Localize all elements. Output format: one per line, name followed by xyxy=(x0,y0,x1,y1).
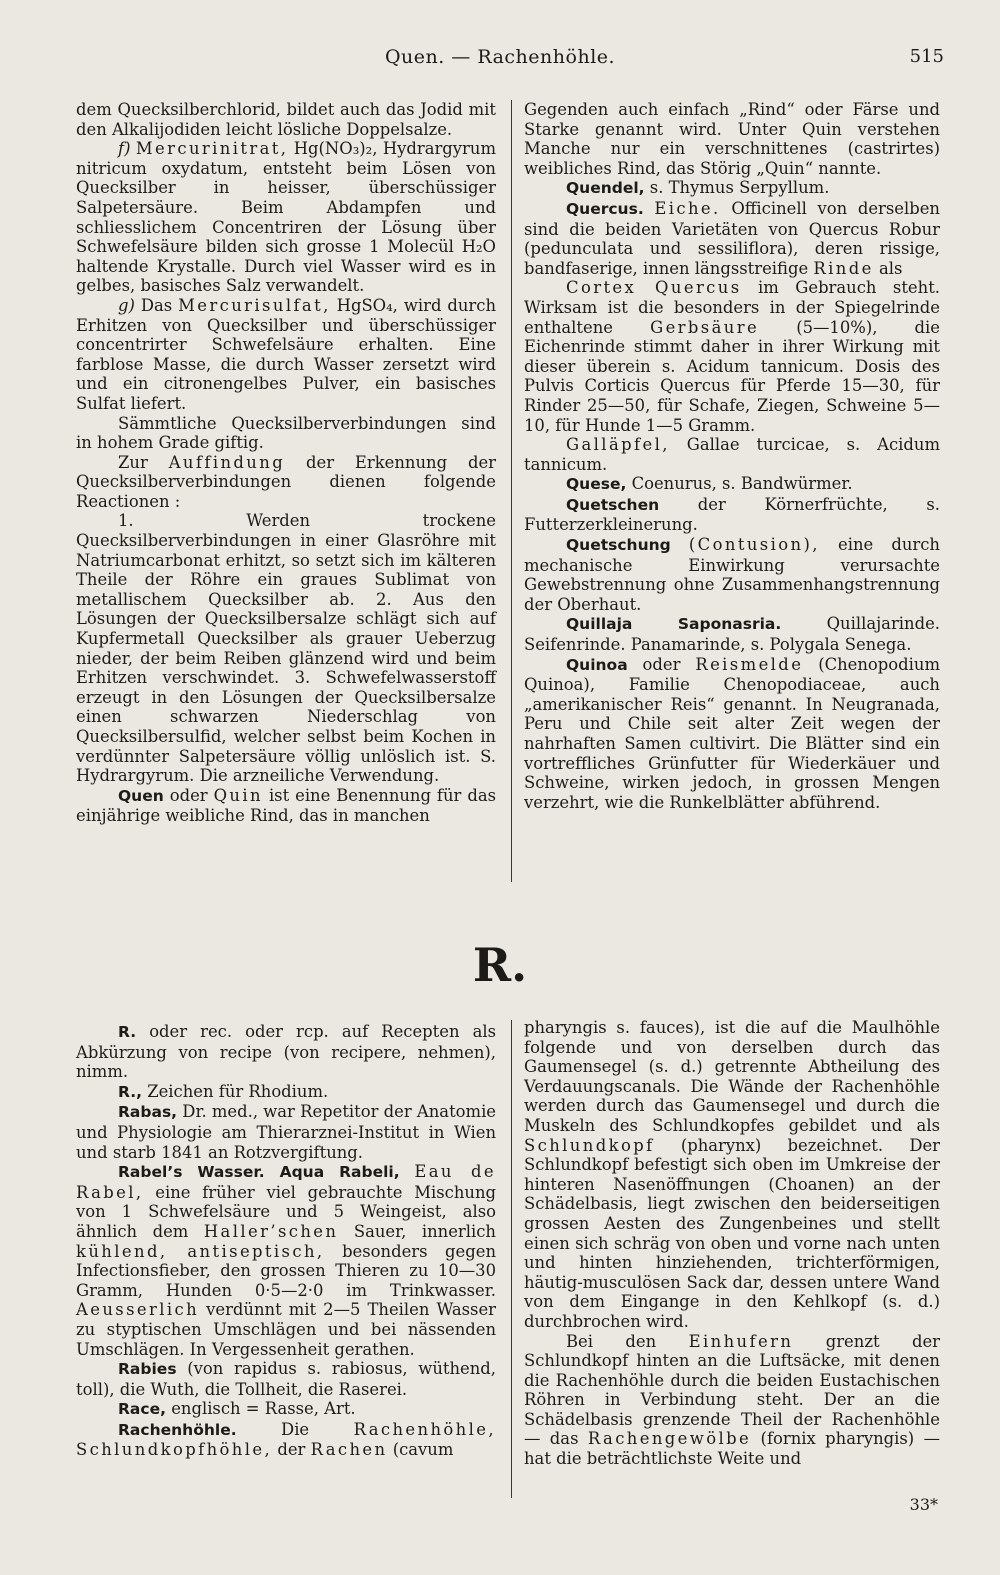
headword: R., xyxy=(118,1082,142,1101)
entry-text: (Chenopodium Quinoa), Familie Chenopodiaceae, auch „amerikanischer Reis“ genannt. In Neugranada, Peru und Chile seit alter Zeit wegen der nahrhaften Samen cultivirt. Die Blätter sind ein vortreffliches Grünfutter für Wiederkäuer und Schweine, wirken jedoch, in grossen Mengen verzehrt, wie die Runkelblätter abführend. xyxy=(524,654,940,812)
item-label: g) xyxy=(118,295,135,315)
paragraph-text: im Gebrauch steht. Wirksam ist die besonders in der Spiegelrinde enthaltene xyxy=(524,278,940,337)
headword: Quendel, xyxy=(566,179,645,198)
entry-text: Quillajarinde. Seifenrinde. Panamarinde, s. Polygala Senega. xyxy=(524,614,940,655)
headword: Quetschung xyxy=(566,536,671,555)
term: Mercurisulfat, xyxy=(178,295,331,315)
paragraph-text: Das xyxy=(140,295,173,315)
entry-text: Dr. med., war Repetitor der Anatomie und Physiologie am Thierarznei-Institut in Wien und starb 1841 an Rotzvergiftung. xyxy=(76,1102,497,1162)
entry-race xyxy=(76,1399,496,1420)
entry-text: Zeichen für Rhodium. xyxy=(147,1081,329,1101)
term: Mercurinitrat, xyxy=(135,139,289,159)
paragraph-text: Gallae turcicae, s. Acidum tannicum. xyxy=(524,435,940,474)
column-divider-bottom xyxy=(511,1020,512,1498)
headword: R. xyxy=(118,1023,137,1041)
entry-text: s. Thymus Serpyllum. xyxy=(649,178,830,198)
term: Aeusserlich xyxy=(76,1300,200,1320)
paragraph-einhufer xyxy=(524,1332,940,1469)
paragraph-text: (fornix pharyngis) — hat die beträchtlichste Weite und xyxy=(524,1429,940,1469)
entry-text: der xyxy=(277,1440,306,1460)
term: Eiche. xyxy=(654,198,721,218)
entry-text: besonders gegen Infectionsfieber, den grossen Thieren zu 10—30 Gramm, Hunden 0·5—2·0 im Trinkwasser. xyxy=(76,1241,496,1300)
entry-text: Officinell von derselben sind die beiden Varietäten von Quercus Robur (pedunculata und sessiliflora), deren rissige, bandfaserige, innen längsstreifige xyxy=(524,198,940,278)
entry-text: (von rapidus s. rabiosus, wüthend, toll), die Wuth, die Tollheit, die Raserei. xyxy=(76,1359,496,1399)
entry-text: verdünnt mit 2—5 Theilen Wasser zu styptischen Umschlägen und bei nässenden Umschlägen. In Vergessenheit gerathen. xyxy=(76,1300,496,1359)
term: Rachen xyxy=(310,1440,388,1460)
entry-text: Die xyxy=(281,1419,310,1439)
term: Rachengewölbe xyxy=(587,1429,752,1449)
term: Cortex Quercus xyxy=(566,278,742,298)
headword: Quese, xyxy=(566,475,627,494)
entry-quetschen xyxy=(524,495,940,535)
entry-text: eine durch mechanische Einwirkung verursachte Gewebstrennung ohne Zusammenhangstrennung der Oberhaut. xyxy=(524,535,940,614)
term: Rinde xyxy=(813,258,874,278)
entry-text: ist eine Benennung für das einjährige weibliche Rind, das in manchen xyxy=(76,785,496,826)
top-left-column xyxy=(76,100,496,826)
entry-quen xyxy=(76,786,496,826)
entry-rabies xyxy=(76,1359,496,1399)
headword: Quercus. xyxy=(566,199,644,218)
term: kühlend, antiseptisch, xyxy=(76,1241,325,1261)
headword: Quillaja Saponasria. xyxy=(566,615,782,634)
term: Schlundkopf xyxy=(524,1135,655,1155)
entry-text: oder xyxy=(169,785,208,805)
headword: Rabel’s Wasser. Aqua Rabeli, xyxy=(118,1163,400,1182)
entry-quercus xyxy=(524,199,940,278)
paragraph-gallaepfel xyxy=(524,435,940,474)
paragraph-text: Hg(NO₃)₂, Hydrargyrum nitricum oxydatum, entsteht beim Lösen von Quecksilber in heisser, überschüssiger Salpetersäure. Beim Abdampfen und schliesslichem Concentriren der Lösung über Schwefelsäure bilden sich grosse 1 Molecül H₂O haltende Krystalle. Durch viel Wasser wird es in gelbes, basisches Salz verwandelt. xyxy=(76,139,496,296)
term: Rachenhöhle, Schlundkopfhöhle, xyxy=(76,1419,496,1460)
paragraph-text: pharyngis s. fauces), ist die auf die Maulhöhle folgende und von derselben durch das Gaumensegel (s. d.) getrennte Abtheilung des Verdauungscanals. Die Wände der Rachenhöhle werden durch das Gaumensegel und durch die Muskeln des Schlundkopfes gebildet und als xyxy=(524,1018,940,1135)
paragraph-text: HgSO₄, wird durch Erhitzen von Quecksilber und überschüssiger concentrirter Schwefelsäure erhalten. Eine farblose Masse, die durch Wasser zersetzt wird und ein citronengelbes Pulver, ein basisches Sulfat liefert. xyxy=(76,295,496,413)
headword: Rachenhöhle. xyxy=(118,1420,237,1439)
paragraph-mercurinitrat xyxy=(76,139,496,296)
entry-rachenhoehle xyxy=(76,1420,496,1460)
paragraph-text: grenzt der Schlundkopf hinten an die Luftsäcke, mit denen die Rachenhöhle durch die beiden Eustachischen Röhren in Verbindung steht. Der an die Schädelbasis grenzende Theil der Rachenhöhle — das xyxy=(524,1331,941,1449)
entry-text: oder rec. oder rcp. auf Recepten als Abkürzung von recipe (von recipere, nehmen), nimm. xyxy=(76,1022,496,1082)
paragraph: Gegenden auch einfach „Rind“ oder Färse und Starke genannt wird. Unter Quin verstehen Manche nur ein verschnittenes (castrirtes) weibliches Rind, das Störig „Quin“ nannte. xyxy=(524,100,940,178)
entry-rabels-wasser xyxy=(76,1162,496,1359)
entry-quinoa xyxy=(524,655,940,813)
entry-text: der Körnerfrüchte, s. Futterzerkleinerung. xyxy=(524,494,940,535)
paragraph-text: (5—10%), die Eichenrinde stimmt daher in ihrer Wirkung mit dieser überein s. Acidum tannicum. Dosis des Pulvis Corticis Quercus für Pferde 15—30, für Rinder 25—50, für Schafe, Ziegen, Schweine 5—10, für Hunde 1—5 Gramm. xyxy=(524,317,940,435)
entry-quetschung xyxy=(524,535,940,614)
headword: Rabas, xyxy=(118,1103,178,1122)
paragraph-auffindung xyxy=(76,453,496,512)
column-divider-top xyxy=(511,100,512,882)
paragraph-rachenhoehle xyxy=(524,1018,940,1332)
bottom-left-column xyxy=(76,1022,496,1460)
term: Auffindung xyxy=(168,452,286,472)
paragraph-reactions: 1. Werden trockene Quecksilberverbindungen in einer Glasröhre mit Natriumcarbonat erhitzt, so setzt sich im kälteren Theile der Röhre ein graues Sublimat von metallischem Quecksilber ab. 2. Aus den Lösungen der Quecksilbersalze schlägt sich auf Kupfermetall Quecksilber als grauer Ueberzug nieder, der beim Reiben glänzend wird und beim Erhitzen verschwindet. 3. Schwefelwasserstoff erzeugt in den Lösungen der Quecksilbersalze einen schwarzen Niederschlag von Quecksilbersulfid, welcher selbst beim Kochen in verdünnter Salpetersäure völlig unlöslich ist. S. Hydrargyrum. Die arzneiliche Verwendung. xyxy=(76,511,496,786)
term: (Contusion), xyxy=(688,535,820,555)
section-letter: R. xyxy=(472,938,528,992)
term: Einhufern xyxy=(688,1331,794,1351)
entry-text: Sauer, innerlich xyxy=(353,1221,496,1241)
paragraph-cortex xyxy=(524,278,940,435)
paragraph: Sämmtliche Quecksilberverbindungen sind in hohem Grade giftig. xyxy=(76,413,496,453)
entry-rabas xyxy=(76,1102,496,1162)
entry-text: Coenurus, s. Bandwürmer. xyxy=(631,474,853,494)
paragraph-text: Zur xyxy=(118,452,148,472)
entry-text: als xyxy=(878,258,903,278)
term: Haller’schen xyxy=(203,1221,339,1241)
entry-quese xyxy=(524,474,940,495)
entry-quendel xyxy=(524,178,940,199)
entry-text: (cavum xyxy=(392,1440,454,1460)
paragraph-text: Bei den xyxy=(566,1331,657,1351)
headword: Quen xyxy=(118,786,164,805)
entry-text: englisch = Rasse, Art. xyxy=(171,1399,356,1419)
headword: Quetschen xyxy=(566,495,660,514)
entry-quillaja xyxy=(524,614,940,654)
bottom-right-column xyxy=(524,1018,940,1469)
running-title: Quen. — Rachenhöhle. xyxy=(384,46,616,68)
page-header xyxy=(0,46,1000,76)
paragraph-text: (pharynx) bezeichnet. Der Schlundkopf befestigt sich oben im Umkreise der hinteren Nasenöffnungen (Choanen) an der Schädelbasis, liegt zwischen den beiderseitigen grossen Aesten des Zungenbeines und stellt einen sich schräg von oben und vorne nach unten und hinten hinziehenden, trichterförmigen, häutig-musculösen Sack dar, dessen untere Wand von dem Eingange in den Kehlkopf (s. d.) durchbrochen wird. xyxy=(524,1135,940,1331)
term: Galläpfel, xyxy=(566,435,670,455)
signature-mark: 33* xyxy=(909,1495,938,1514)
entry-text: oder xyxy=(642,654,681,674)
term: Gerbsäure xyxy=(650,317,760,337)
paragraph-mercurisulfat xyxy=(76,296,496,414)
term: Eau de Rabel, xyxy=(76,1162,496,1202)
term: Quin xyxy=(213,785,263,805)
top-right-column xyxy=(524,100,940,812)
entry-r xyxy=(76,1022,496,1082)
entry-r-rhodium xyxy=(76,1082,496,1103)
item-label: f) xyxy=(118,139,131,159)
term: Reismelde xyxy=(695,654,804,674)
paragraph-text: der Erkennung der Quecksilberverbindungen dienen folgende Reactionen : xyxy=(76,452,497,511)
headword: Rabies xyxy=(118,1360,177,1379)
page-number: 515 xyxy=(909,46,944,67)
entry-text: eine früher viel gebrauchte Mischung von 1 Schwefelsäure und 5 Weingeist, also ähnlich dem xyxy=(76,1182,496,1241)
headword: Race, xyxy=(118,1400,166,1419)
paragraph: dem Quecksilberchlorid, bildet auch das Jodid mit den Alkalijodiden leicht lösliche Doppelsalze. xyxy=(76,100,496,139)
headword: Quinoa xyxy=(566,655,628,674)
